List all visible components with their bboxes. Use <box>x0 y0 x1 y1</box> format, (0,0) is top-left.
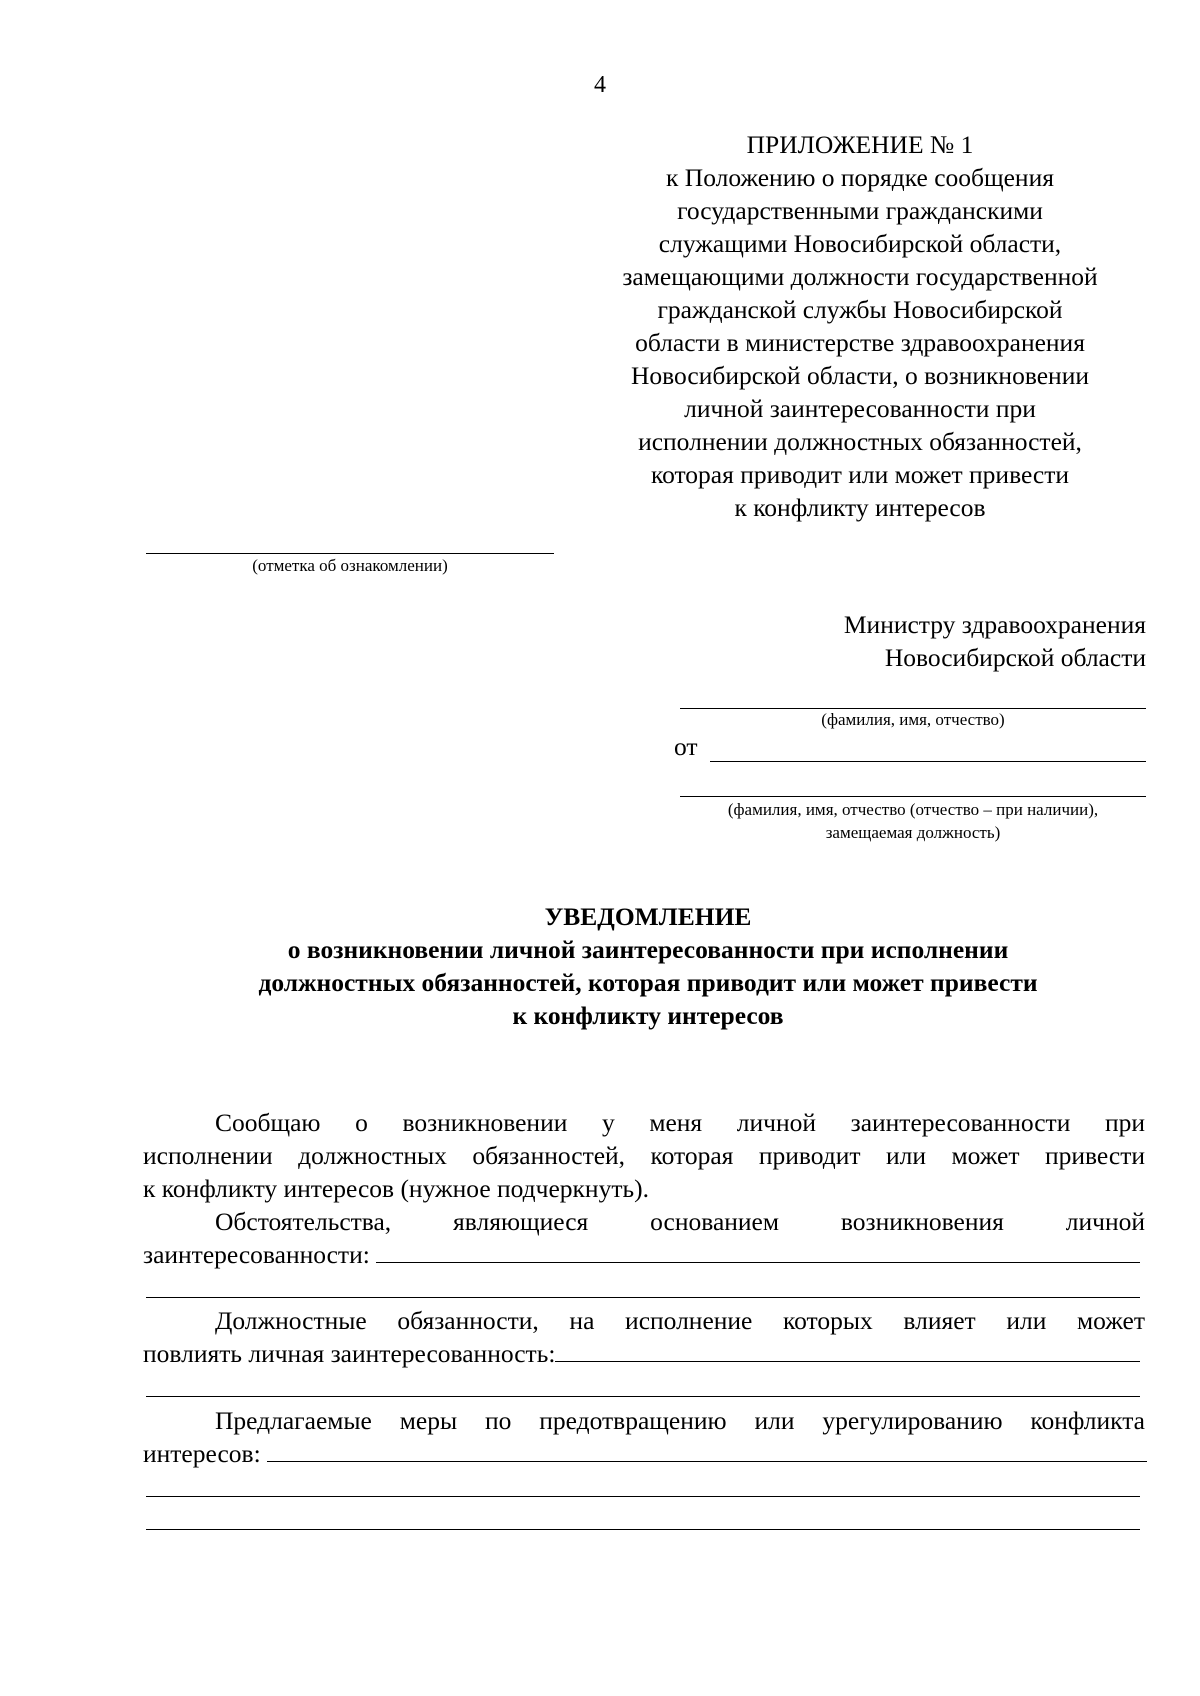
from-label: от <box>674 732 698 761</box>
appendix-line: которая приводит или может привести <box>650 460 1070 489</box>
appendix-line: Новосибирской области, о возникновении <box>631 361 1089 390</box>
acknowledgement-line <box>146 553 554 554</box>
paragraph-line: Обстоятельства, являющиеся основанием возникновения личной <box>215 1207 1145 1236</box>
appendix-line: области в министерстве здравоохранения <box>635 328 1085 357</box>
addressee-line-2: Новосибирской области <box>884 643 1146 672</box>
notice-title-main: УВЕДОМЛЕНИЕ <box>544 902 752 931</box>
paragraph-line: к конфликту интересов (нужное подчеркнуть). <box>143 1174 649 1203</box>
duties-field-line-2[interactable] <box>146 1396 1140 1397</box>
notice-title-line: о возникновении личной заинтересованности при исполнении <box>287 935 1009 964</box>
measures-label: интересов: <box>143 1439 261 1468</box>
appendix-line: замещающими должности государственной <box>622 262 1098 291</box>
sender-line <box>680 796 1146 797</box>
acknowledgement-caption: (отметка об ознакомлении) <box>252 556 448 575</box>
appendix-line: к Положению о порядке сообщения <box>666 163 1054 192</box>
measures-field-line-3[interactable] <box>146 1529 1140 1530</box>
page-number: 4 <box>594 72 606 98</box>
paragraph-line: Должностные обязанности, на исполнение которых влияет или может <box>215 1306 1145 1335</box>
paragraph-measures <box>143 1404 1145 1470</box>
sender-caption-1: (фамилия, имя, отчество (отчество – при наличии), <box>727 800 1099 819</box>
appendix-line: гражданской службы Новосибирской <box>657 295 1063 324</box>
paragraph-statement <box>143 1106 1145 1205</box>
addressee-line-1: Министру здравоохранения <box>843 610 1146 639</box>
notice-title <box>0 900 1200 1032</box>
circumstances-label: заинтересованности: <box>143 1240 370 1269</box>
fio-caption: (фамилия, имя, отчество) <box>821 710 1005 729</box>
paragraph-line: Предлагаемые меры по предотвращению или урегулированию конфликта <box>215 1406 1145 1435</box>
appendix-line: к конфликту интересов <box>734 493 986 522</box>
appendix-line: государственными гражданскими <box>677 196 1043 225</box>
circumstances-field[interactable] <box>376 1240 1140 1263</box>
duties-label: повлиять личная заинтересованность: <box>143 1339 556 1368</box>
from-line <box>710 761 1146 762</box>
notice-title-line: должностных обязанностей, которая приводит или может привести <box>258 968 1038 997</box>
paragraph-duties <box>143 1304 1145 1370</box>
addressee-block <box>700 608 1146 674</box>
sender-caption-2: замещаемая должность) <box>825 823 1001 842</box>
appendix-line: личной заинтересованности при <box>684 394 1036 423</box>
appendix-title: ПРИЛОЖЕНИЕ № 1 <box>746 130 974 159</box>
paragraph-line: исполнении должностных обязанностей, которая приводит или может привести <box>143 1141 1145 1170</box>
measures-field[interactable] <box>267 1439 1147 1462</box>
appendix-line: исполнении должностных обязанностей, <box>638 427 1082 456</box>
appendix-line: служащими Новосибирской области, <box>658 229 1062 258</box>
measures-field-line-2[interactable] <box>146 1496 1140 1497</box>
appendix-header <box>590 128 1130 524</box>
notice-title-line: к конфликту интересов <box>512 1001 784 1030</box>
paragraph-circumstances <box>143 1205 1145 1271</box>
fio-line <box>680 708 1146 709</box>
duties-field[interactable] <box>555 1339 1140 1362</box>
paragraph-line: Сообщаю о возникновении у меня личной заинтересованности при <box>215 1108 1145 1137</box>
circumstances-field-line-2[interactable] <box>146 1297 1140 1298</box>
